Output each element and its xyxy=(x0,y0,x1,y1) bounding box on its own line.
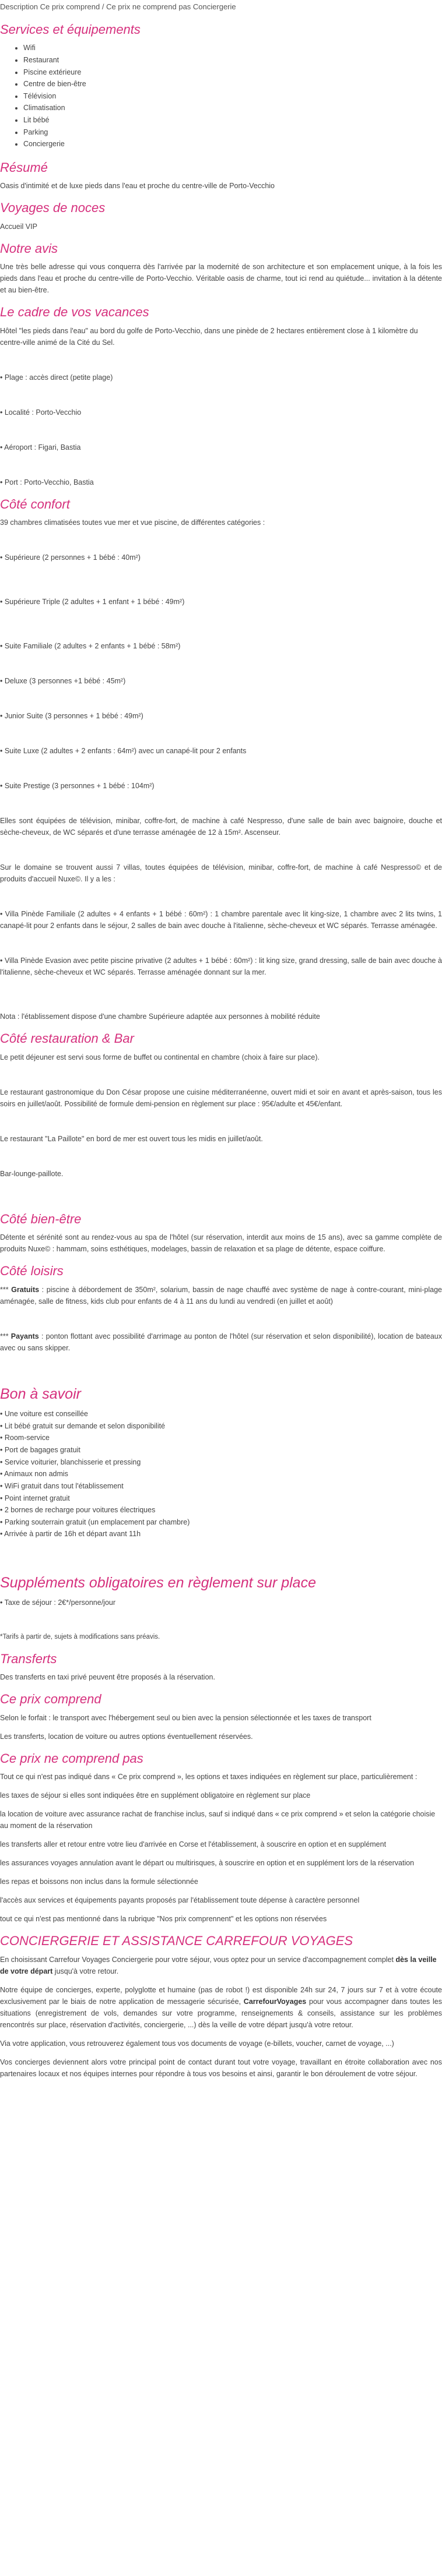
cadre-title: Le cadre de vos vacances xyxy=(0,305,149,320)
room-item: • Suite Prestige (3 personnes + 1 bébé : 104m²) xyxy=(0,782,155,791)
bienetre-text: Détente et sérénité sont au rendez-vous au spa de l'hôtel (sur réservation, interdit aux moins de 15 ans), avec sa gamme complète de produits Nuxe© : hammam, soins esthétiques, modelages, bassin de relaxation et sa plage de détente, espace coiffure. xyxy=(0,1233,442,1254)
room-item: • Junior Suite (3 personnes + 1 bébé : 49m²) xyxy=(0,712,143,721)
list-item: • Wifi xyxy=(23,42,442,54)
voyages-title: Voyages de noces xyxy=(0,200,106,216)
payants-label: Payants xyxy=(10,1332,39,1340)
conciergerie-text-part: En choisissant Carrefour Voyages Conciergerie pour votre séjour, vous optez pour un service d'accompagnement complet xyxy=(0,1955,396,1964)
list-item: • Une voiture est conseillée xyxy=(0,1410,88,1418)
list-item: • Centre de bien-être xyxy=(23,78,442,90)
supplements-item: • Taxe de séjour : 2€*/personne/jour xyxy=(0,1598,116,1607)
top-description: Description Ce prix comprend / Ce prix ne comprend pas Conciergerie xyxy=(0,2,236,11)
restauration-text: Le restaurant "La Paillote" en bord de mer est ouvert tous les midis en juillet/août. xyxy=(0,1134,263,1143)
supplements-note: *Tarifs à partir de, sujets à modifications sans préavis. xyxy=(0,1633,160,1641)
restauration-text: Le petit déjeuner est servi sous forme de buffet ou continental en chambre (choix à faire sur place). xyxy=(0,1053,320,1061)
voyages-text: Accueil VIP xyxy=(0,222,37,231)
confort-intro: 39 chambres climatisées toutes vue mer et vue piscine, de différentes catégories : xyxy=(0,518,265,527)
list-item: • Lit bébé gratuit sur demande et selon disponibilité xyxy=(0,1421,166,1430)
conciergerie-app-name: CarrefourVoyages xyxy=(243,1997,307,2006)
conciergerie-text: Vos concierges deviennent alors votre principal point de contact durant tout votre voyage, travaillant en étroite collaboration avec nos partenaires locaux et nos équipes internes pour répondre à tous vos besoins et ainsi, garantir le bon déroulement de votre séjour. xyxy=(0,2058,442,2078)
list-item: • Télévision xyxy=(23,90,442,103)
necomprend-title: Ce prix ne comprend pas xyxy=(0,1751,143,1766)
list-item: • Climatisation xyxy=(23,102,442,114)
loisirs-title: Côté loisirs xyxy=(0,1264,64,1279)
gratuits-text: : piscine à débordement de 350m², solarium, bassin de nage chauffé avec système de nage à contre-courant, mini-plage aménagée, salle de fitness, kids club pour enfants de 4 à 11 ans du lundi au vendredi (en juillet et août) xyxy=(0,1285,442,1305)
necomprend-text: les repas et boissons non inclus dans la formule sélectionnée xyxy=(0,1878,198,1886)
restauration-title: Côté restauration & Bar xyxy=(0,1031,134,1046)
room-item: • Suite Luxe (2 adultes + 2 enfants : 64m²) avec un canapé-lit pour 2 enfants xyxy=(0,747,247,756)
confort-title: Côté confort xyxy=(0,496,70,511)
confort-note: Nota : l'établissement dispose d'une chambre Supérieure adaptée aux personnes à mobilité réduite xyxy=(0,1012,320,1021)
conciergerie-text: Via votre application, vous retrouverez également tous vos documents de voyage (e-billets, voucher, carnet de voyage, ...) xyxy=(0,2039,394,2048)
cadre-item: • Plage : accès direct (petite plage) xyxy=(0,373,113,382)
list-item: • Service voiturier, blanchisserie et pressing xyxy=(0,1458,141,1466)
conciergerie-title: CONCIERGERIE ET ASSISTANCE CARREFOUR VOYAGES xyxy=(0,1933,353,1949)
list-item: • Room-service xyxy=(0,1434,50,1442)
list-item: • Lit bébé xyxy=(23,114,442,126)
necomprend-text: tout ce qui n'est pas mentionné dans la rubrique "Nos prix comprennent" et les options non réservées xyxy=(0,1915,327,1924)
list-item: • Port de bagages gratuit xyxy=(0,1446,80,1455)
room-item: • Suite Familiale (2 adultes + 2 enfants + 1 bébé : 58m²) xyxy=(0,642,181,651)
necomprend-text: les assurances voyages annulation avant le départ ou multirisques, à souscrire en option et en supplément lors de la réservation xyxy=(0,1859,415,1868)
necomprend-text: Tout ce qui n'est pas indiqué dans « Ce prix comprend », les options et taxes indiquées en règlement sur place, particulièrement : xyxy=(0,1773,418,1781)
list-item: • Parking xyxy=(23,126,442,139)
bienetre-title: Côté bien-être xyxy=(0,1211,82,1226)
conciergerie-text-part: jusqu'à votre retour. xyxy=(52,1967,119,1975)
list-item: • Point internet gratuit xyxy=(0,1494,70,1502)
cadre-item: • Aéroport : Figari, Bastia xyxy=(0,443,81,451)
comprend-text: Selon le forfait : le transport avec l'hébergement seul ou bien avec la pension sélectionnée et les taxes de transport xyxy=(0,1713,371,1722)
villa-item: • Villa Pinède Evasion avec petite piscine privative (2 adultes + 1 bébé : 60m²) : lit king size, grand dressing, salle de bain avec douche à l'italienne, sèche-cheveux et WC séparés. Terrasse aménagée donnant sur la mer. xyxy=(0,957,442,977)
necomprend-text: l'accès aux services et équipements payants proposés par l'établissement toute dépense à caractère personnel xyxy=(0,1896,360,1905)
transferts-text: Des transferts en taxi privé peuvent être proposés à la réservation. xyxy=(0,1673,215,1682)
necomprend-text: les transferts aller et retour entre votre lieu d'arrivée en Corse et l'établissement, à souscrire en option et en supplément xyxy=(0,1840,387,1849)
payants-text: : ponton flottant avec possibilité d'arrimage au ponton de l'hôtel (sur réservation et selon disponibilité), location de bateaux avec ou sans skipper. xyxy=(0,1332,442,1352)
cadre-item: • Port : Porto-Vecchio, Bastia xyxy=(0,478,94,486)
room-item: • Supérieure (2 personnes + 1 bébé : 40m²) xyxy=(0,553,141,562)
comprend-title: Ce prix comprend xyxy=(0,1692,101,1707)
cadre-item: • Localité : Porto-Vecchio xyxy=(0,408,82,417)
transferts-title: Transferts xyxy=(0,1651,57,1666)
restauration-text: Bar-lounge-paillote. xyxy=(0,1169,64,1178)
supplements-title: Suppléments obligatoires en règlement sur place xyxy=(0,1575,316,1592)
restauration-text: Le restaurant gastronomique du Don César propose une cuisine méditerranéenne, ouvert midi et soir en avant et après-saison, tous les soirs en juillet/août. Possibilité de formule demi-pension en règlement sur place : 95€/adulte et 45€/enfant. xyxy=(0,1088,442,1108)
list-item: • Conciergerie xyxy=(23,138,442,150)
room-item: • Supérieure Triple (2 adultes + 1 enfant + 1 bébé : 49m²) xyxy=(0,598,185,606)
savoir-title: Bon à savoir xyxy=(0,1385,81,1402)
avis-title: Notre avis xyxy=(0,241,58,256)
gratuits-label: Gratuits xyxy=(11,1285,40,1294)
services-list xyxy=(0,42,442,150)
list-item: • Animaux non admis xyxy=(0,1470,68,1478)
loisirs-gratuits: *** Gratuits : piscine à débordement de 350m², solarium, bassin de nage chauffé avec système de nage à contre-courant, mini-plage aménagée, salle de fitness, kids club pour enfants de 4 à 11 ans du lundi au vendredi (en juillet et août) xyxy=(0,1285,442,1305)
conciergerie-text-part: Notre équipe de concierges, experte, polyglotte et humaine (pas de robot !) est disponible 24h sur 24, 7 jours sur 7 et à votre écoute exclusivement par le biais de notre application de messagerie sécurisée, xyxy=(0,1985,442,2006)
services-title: Services et équipements xyxy=(0,22,141,37)
list-item: • Arrivée à partir de 16h et départ avant 11h xyxy=(0,1530,141,1538)
conciergerie-text xyxy=(0,1984,442,2031)
confort-equipment: Elles sont équipées de télévision, minibar, coffre-fort, de machine à café Nespresso, d'une salle de bain avec baignoire, douche et sèche-cheveux, de WC séparés et d'une terrasse aménagée de 12 à 15m². Ascenseur. xyxy=(0,817,442,837)
list-item: • WiFi gratuit dans tout l'établissement xyxy=(0,1481,124,1490)
resume-title: Résumé xyxy=(0,160,48,175)
villa-item: • Villa Pinède Familiale (2 adultes + 4 enfants + 1 bébé : 60m²) : 1 chambre parentale avec lit king-size, 1 chambre avec 2 lits twins, 1 canapé-lit pour 2 enfants dans le séjour, 2 salles de bain avec douche à l'italienne, sèche-cheveux et WC séparés. Terrasse aménagée. xyxy=(0,910,442,930)
necomprend-text: les taxes de séjour si elles sont indiquées être en supplément obligatoire en règlement sur place xyxy=(0,1791,311,1800)
avis-text: Une très belle adresse qui vous conquerra dès l'arrivée par la modernité de son architecture et son emplacement unique, à la fois les pieds dans l'eau et proche du centre-ville de Porto-Vecchio. Véritable oasis de charme, tout ici rend au quiétude... invitation à la détente et au bien-être. xyxy=(0,263,442,295)
resume-text: Oasis d'intimité et de luxe pieds dans l'eau et proche du centre-ville de Porto-Vecchio xyxy=(0,182,275,190)
comprend-text: Les transferts, location de voiture ou autres options éventuellement réservées. xyxy=(0,1732,253,1741)
room-item: • Deluxe (3 personnes +1 bébé : 45m²) xyxy=(0,677,126,686)
cadre-text: Hôtel "les pieds dans l'eau" au bord du golfe de Porto-Vecchio, dans une pinède de 2 hectares entièrement close à 1 kilomètre du centre-ville animé de la Cité du Sel. xyxy=(0,326,418,347)
list-item: • Piscine extérieure xyxy=(23,66,442,79)
villas-intro: Sur le domaine se trouvent aussi 7 villas, toutes équipées de télévision, minibar, coffre-fort, de machine à café Nespresso© et de produits d'accueil Nuxe©. Il y a les : xyxy=(0,863,442,884)
conciergerie-highlight: dès la veille de votre départ xyxy=(0,1955,437,1975)
loisirs-payants: *** Payants : ponton flottant avec possibilité d'arrimage au ponton de l'hôtel (sur réservation et selon disponibilité), location de bateaux avec ou sans skipper. xyxy=(0,1332,442,1352)
list-item: • 2 bornes de recharge pour voitures électriques xyxy=(0,1506,156,1515)
conciergerie-text xyxy=(0,1954,442,1977)
list-item: • Restaurant xyxy=(23,54,442,66)
necomprend-text: la location de voiture avec assurance rachat de franchise inclus, sauf si indiqué dans « ce prix comprend » et selon la catégorie choisie au moment de la réservation xyxy=(0,1810,436,1830)
conciergerie-text-part: pour vous accompagner dans toutes les situations (enregistrement de vols, demandes sur votre programme, renseignements & conseils, assistance sur les problèmes rencontrés sur place, réservation d'activités, conciergerie, ...) dès la veille de votre départ jusqu'à votre retour. xyxy=(0,1997,442,2029)
list-item: • Parking souterrain gratuit (un emplacement par chambre) xyxy=(0,1518,190,1526)
savoir-list xyxy=(0,1408,442,1540)
